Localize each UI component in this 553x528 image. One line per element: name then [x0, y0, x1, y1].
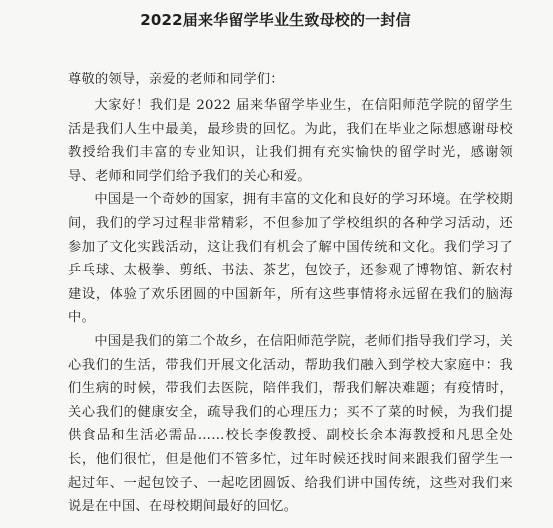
letter-paragraph-3: 中国是我们的第二个故乡，在信阳师范学院，老师们指导我们学习，关心我们的生活，带我们开展文化活动，帮助我们融入到学校大家庭中：我们生病的时候，带我们去医院，陪伴我们，帮我们解决难题；有疫情时，关心我们的健康安全，疏导我们的心理压力；买不了菜的时候，为我们提供食品和生活必需品……校长李俊教授、副校长余本海教授和凡思全处长，他们很忙，但是他们不管多忙，过年时候还找时间来跟我们留学生一起过年、一起包饺子、一起吃团圆饭、给我们讲中国传统，这些对我们来说是在中国、在母校期间最好的回忆。 [68, 333, 513, 515]
letter-paragraph-1: 大家好！我们是 2022 届来华留学毕业生，在信阳师范学院的留学生活是我们人生中最美，最珍贵的回忆。为此，我们在毕业之际想感谢母校教授给我们丰富的专业知识，让我们拥有充实愉快的留学时光，感谢领导、老师和同学们给予我们的关心和爱。 [68, 98, 513, 184]
letter-title: 2022届来华留学毕业生致母校的一封信 [140, 11, 411, 29]
letter-greeting: 尊敬的领导，亲爱的老师和同学们： [68, 72, 284, 87]
letter-paragraph-2: 中国是一个奇妙的国家，拥有丰富的文化和良好的学习环境。在学校期间，我们的学习过程非常精彩，不但参加了学校组织的各种学习活动，还参加了文化实践活动，这让我们有机会了解中国传统和文化。我们学习了乒乓球、太极拳、剪纸、书法、茶艺，包饺子，还参观了博物馆、新农村建设，体验了欢乐团圆的中国新年，所有这些事情将永远留在我们的脑海中。 [68, 192, 513, 326]
